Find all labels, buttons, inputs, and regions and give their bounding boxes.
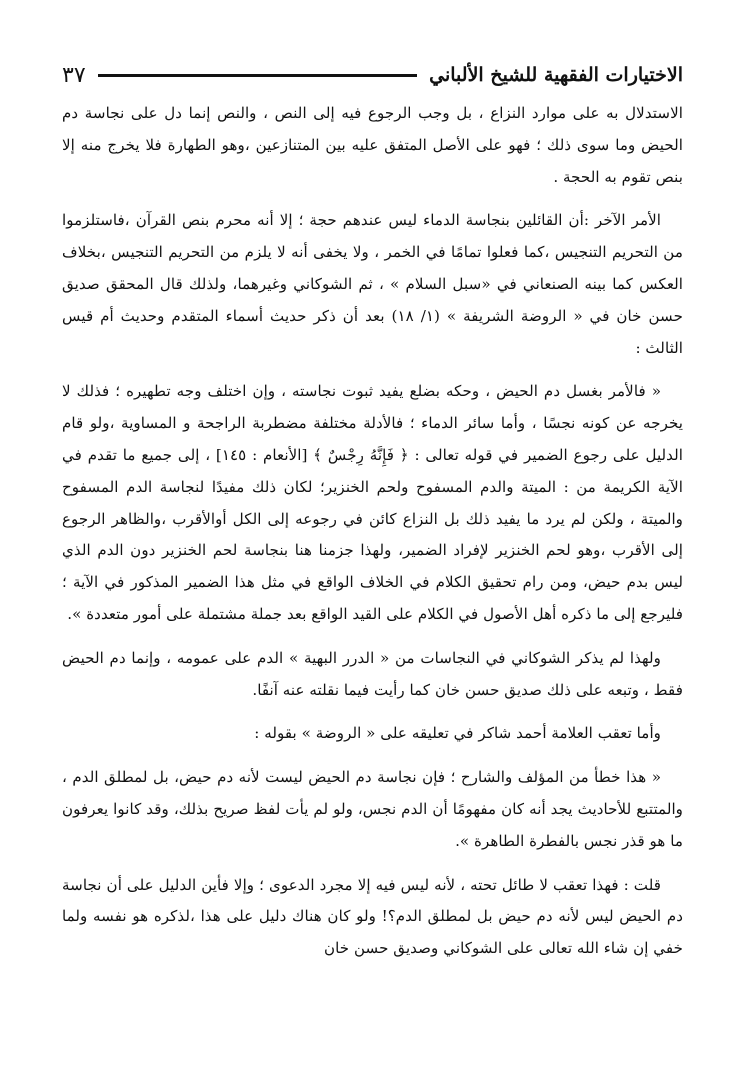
page-header [62,58,683,92]
paragraph: الأمر الآخر :أن القائلين بنجاسة الدماء ليس عندهم حجة ؛ إلا أنه محرم بنص القرآن ،فاستلزموا من التحريم التنجيس ،كما فعلوا تمامًا في الخمر ، ولا يخفى أنه لا يلزم من التحريم التنجيس ،بخلاف العكس كما بينه الصنعاني في «سبل السلام » ، ثم الشوكاني وغيرهما، ولذلك قال المحقق صديق حسن خان في « الروضة الشريفة » (١/ ١٨) بعد أن ذكر حديث أسماء المتقدم وحديث أم قيس الثالث : [62,211,683,357]
running-title: الاختيارات الفقهية للشيخ الألباني [429,64,683,86]
header-rule [98,74,418,77]
paragraph: ولهذا لم يذكر الشوكاني في النجاسات من « الدرر البهية » الدم على عمومه ، وإنما دم الحيض فقط ، وتبعه على ذلك صديق حسن خان كما رأيت فيما نقلته عنه آنفًا. [62,648,683,699]
quotation-paragraph: « فالأمر بغسل دم الحيض ، وحكه بضلع يفيد ثبوت نجاسته ، وإن اختلف وجه تطهيره ؛ فذلك لا يخرجه عن كونه نجسًا ، وأما سائر الدماء ؛ فالأدلة مختلفة مضطربة الراجحة و المساوية ،ولو قام الدليل على رجوع الضمير في قوله تعالى : ﴿ فَإِنَّهُ رِجْسٌ ﴾ [الأنعام : ١٤٥] ، إلى جميع ما تقدم في الآية الكريمة من : الميتة والدم المسفوح ولحم الخنزير؛ لكان ذلك مفيدًا لنجاسة الدم المسفوح والميتة ، ولكن لم يرد ما يفيد ذلك بل النزاع كائن في رجوعه إلى الكل أوالأقرب ،والظاهر الرجوع إلى الأقرب ،وهو لحم الخنزير لإفراد الضمير، ولهذا جزمنا هنا بنجاسة لحم الخنزير دون الدم الذي ليس بدم حيض، ومن رام تحقيق الكلام في الخلاف الواقع في مثل هذا الضمير المذكور في الآية ؛ فليرجع إلى ما ذكره أهل الأصول في الكلام على القيد الواقع بعد جملة مشتملة على أمور متعددة ». [62,382,683,623]
paragraph: قلت : فهذا تعقب لا طائل تحته ، لأنه ليس فيه إلا مجرد الدعوى ؛ وإلا فأين الدليل على أن نجاسة دم الحيض ليس لأنه دم حيض بل لمطلق الدم؟! ولو كان هناك دليل على هذا ،لذكره هو نفسه ولما خفي إن شاء الله تعالى على الشوكاني وصديق حسن خان [62,875,683,958]
paragraph: الاستدلال به على موارد النزاع ، بل وجب الرجوع فيه إلى النص ، والنص إنما دل على نجاسة دم الحيض وما سوى ذلك ؛ فهو على الأصل المتفق عليه بين المتنازعين ،وهو الطهارة فلا يخرج منه إلا بنص تقوم به الحجة . [62,104,683,186]
paragraph: وأما تعقب العلامة أحمد شاكر في تعليقه على « الروضة » بقوله : [254,724,661,743]
quotation-paragraph: « هذا خطأ من المؤلف والشارح ؛ فإن نجاسة دم الحيض ليست لأنه دم حيض، بل لمطلق الدم ، والمتتبع للأحاديث يجد أنه كان مفهومًا أن الدم نجس، ولو لم يأت لفظ صريح بذلك، وقد كانوا يعرفون ما هو قذر نجس بالفطرة الطاهرة ». [62,768,683,850]
page-body [62,98,683,1068]
page-number: ٣٧ [62,62,86,88]
